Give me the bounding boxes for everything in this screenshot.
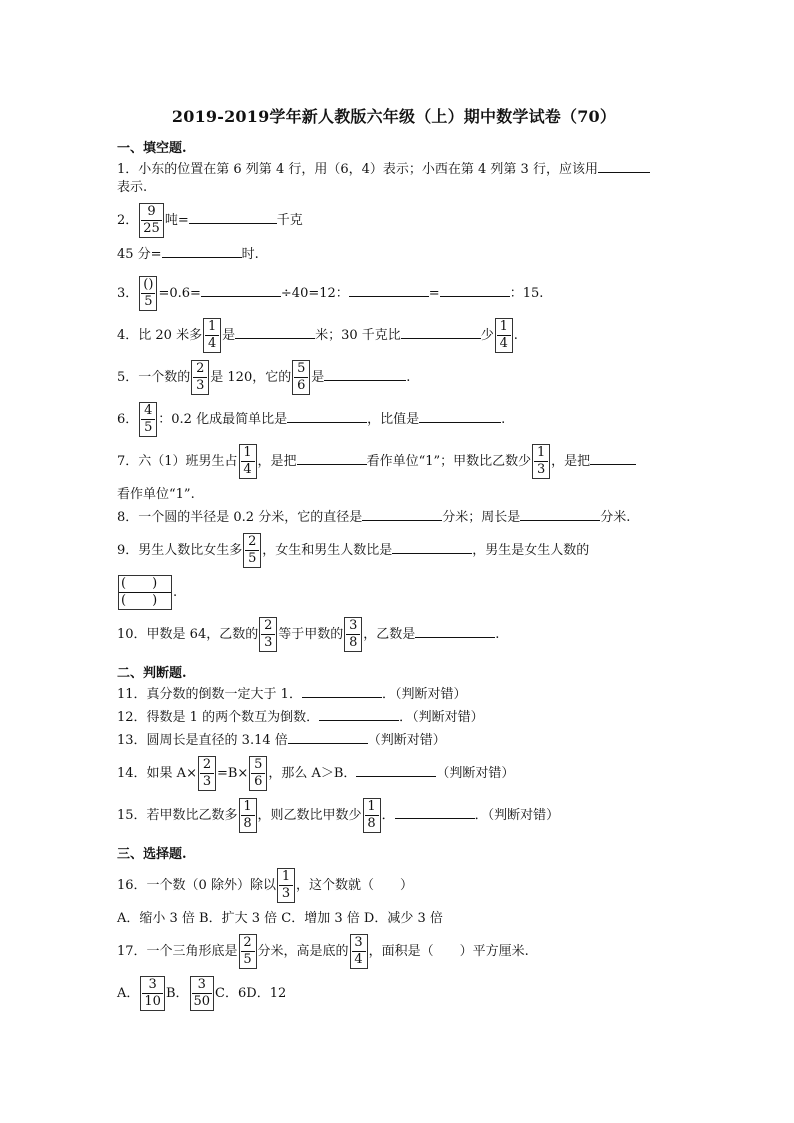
question-9-cont: $\frac{( )}{( )}$ . [117,572,677,614]
question-17-options: A． $\frac{3}{10}$ B． $\frac{3}{50}$ C．6D．12 [117,977,287,1009]
fraction: $\frac{3}{50}$ [190,976,215,1011]
fraction: $\frac{1}{8}$ [239,798,257,833]
question-16: 16．一个数（0 除外）除以 $\frac{1}{3}$ ，这个数就（ ） [117,869,413,901]
question-2: 2． $\frac{9}{25}$ 吨= 千克 [117,204,303,236]
section-fill-in: 一、填空题. [117,141,187,156]
fraction: $\frac{1}{4}$ [239,444,257,479]
question-13: 13．圆周长是直径的 3.14 倍 （判断对错） [117,730,677,751]
answer-blank[interactable] [415,624,495,638]
fraction: $\frac{2}{3}$ [198,756,216,791]
question-17: 17．一个三角形底是 $\frac{2}{5}$ 分米，高是底的 $\frac{3}{4}$ ，面积是（ ）平方厘米. [117,935,529,967]
answer-blank[interactable] [401,325,481,339]
section-true-false: 二、判断题. [117,666,187,681]
answer-blank[interactable] [520,507,600,521]
fraction: $\frac{2}{3}$ [191,360,209,395]
fraction: $\frac{3}{10}$ [140,976,165,1011]
answer-blank[interactable] [302,684,382,698]
section-multiple-choice: 三、选择题. [117,847,187,862]
fraction: $\frac{1}{8}$ [363,798,381,833]
fraction: $\frac{1}{3}$ [277,868,295,903]
answer-blank[interactable] [440,283,510,297]
answer-blank[interactable] [189,210,277,224]
answer-blank[interactable] [349,283,429,297]
question-2-cont: 45 分= 时. [117,244,677,265]
fraction: $\frac{4}{5}$ [139,402,157,437]
fraction: $\frac{3}{4}$ [350,934,368,969]
answer-blank[interactable] [297,451,367,465]
fraction: $\frac{5}{6}$ [249,756,267,791]
fraction: $\frac{3}{8}$ [344,617,362,652]
fraction: $\frac{2}{3}$ [259,617,277,652]
answer-blank[interactable] [201,283,281,297]
answer-blank[interactable] [419,409,501,423]
exam-title: 2019-2019学年新人教版六年级（上）期中数学试卷（70） [171,107,617,126]
fraction: $\frac{2}{5}$ [243,533,261,568]
question-1: 1．小东的位置在第 6 列第 4 行，用（6，4）表示；小西在第 4 列第 3 行，应该用 [117,159,677,180]
answer-blank[interactable] [162,244,242,258]
question-3: 3． $\frac{()}{5}$ =0.6= ÷40=12： = ：15. [117,277,544,309]
fraction: $\frac{1}{3}$ [532,444,550,479]
fraction: $\frac{1}{4}$ [495,318,513,353]
fraction: $\frac{5}{6}$ [292,360,310,395]
answer-blank[interactable] [395,805,475,819]
question-14: 14．如果 A× $\frac{2}{3}$ =B× $\frac{5}{6}$ ，那么 A＞B． （判断对错） [117,757,515,789]
question-4: 4．比 20 米多 $\frac{1}{4}$ 是 米；30 千克比 少 $\frac{1}{4}$ . [117,319,518,351]
fraction: $\frac{1}{4}$ [203,318,221,353]
answer-blank[interactable] [356,763,436,777]
answer-blank[interactable] [287,409,367,423]
exam-page [117,104,677,1015]
question-6: 6． $\frac{4}{5}$ ：0.2 化成最简单比是 ，比值是 . [117,403,506,435]
answer-blank[interactable] [598,159,650,173]
question-15: 15．若甲数比乙数多 $\frac{1}{8}$ ，则乙数比甲数少 $\frac{1}{8}$ ． ．（判断对错） [117,799,560,831]
question-9: 9．男生人数比女生多 $\frac{2}{5}$ ，女生和男生人数比是 ，男生是女生人数的 [117,534,590,566]
answer-blank[interactable] [392,540,472,554]
answer-fraction-box[interactable]: $\frac{( )}{( )}$ [118,575,172,610]
answer-blank[interactable] [362,507,442,521]
fraction: $\frac{2}{5}$ [239,934,257,969]
answer-blank[interactable] [590,451,636,465]
question-12: 12．得数是 1 的两个数互为倒数． ．（判断对错） [117,707,677,728]
answer-blank[interactable] [324,367,406,381]
answer-blank[interactable] [288,730,368,744]
question-8: 8．一个圆的半径是 0.2 分米，它的直径是 分米；周长是 分米. [117,507,677,528]
question-11: 11．真分数的倒数一定大于 1． ．（判断对错） [117,684,677,705]
question-1-cont: 表示. [117,180,148,195]
question-7-cont: 看作单位“1”. [117,487,195,502]
fraction: $\frac{()}{5}$ [139,276,157,311]
question-7: 7．六（1）班男生占 $\frac{1}{4}$ ，是把 看作单位“1”；甲数比乙数少 $\frac{1}{3}$ ，是把 [117,441,677,483]
answer-blank[interactable] [235,325,315,339]
answer-blank[interactable] [319,707,399,721]
fraction: $\frac{9}{25}$ [139,203,164,238]
question-10: 10．甲数是 64，乙数的 $\frac{2}{3}$ 等于甲数的 $\frac{3}{8}$ ，乙数是 . [117,618,500,650]
question-16-options: A．缩小 3 倍 B．扩大 3 倍 C．增加 3 倍 D．减少 3 倍 [117,911,443,926]
question-5: 5．一个数的 $\frac{2}{3}$ 是 120，它的 $\frac{5}{6}$ 是 . [117,361,411,393]
